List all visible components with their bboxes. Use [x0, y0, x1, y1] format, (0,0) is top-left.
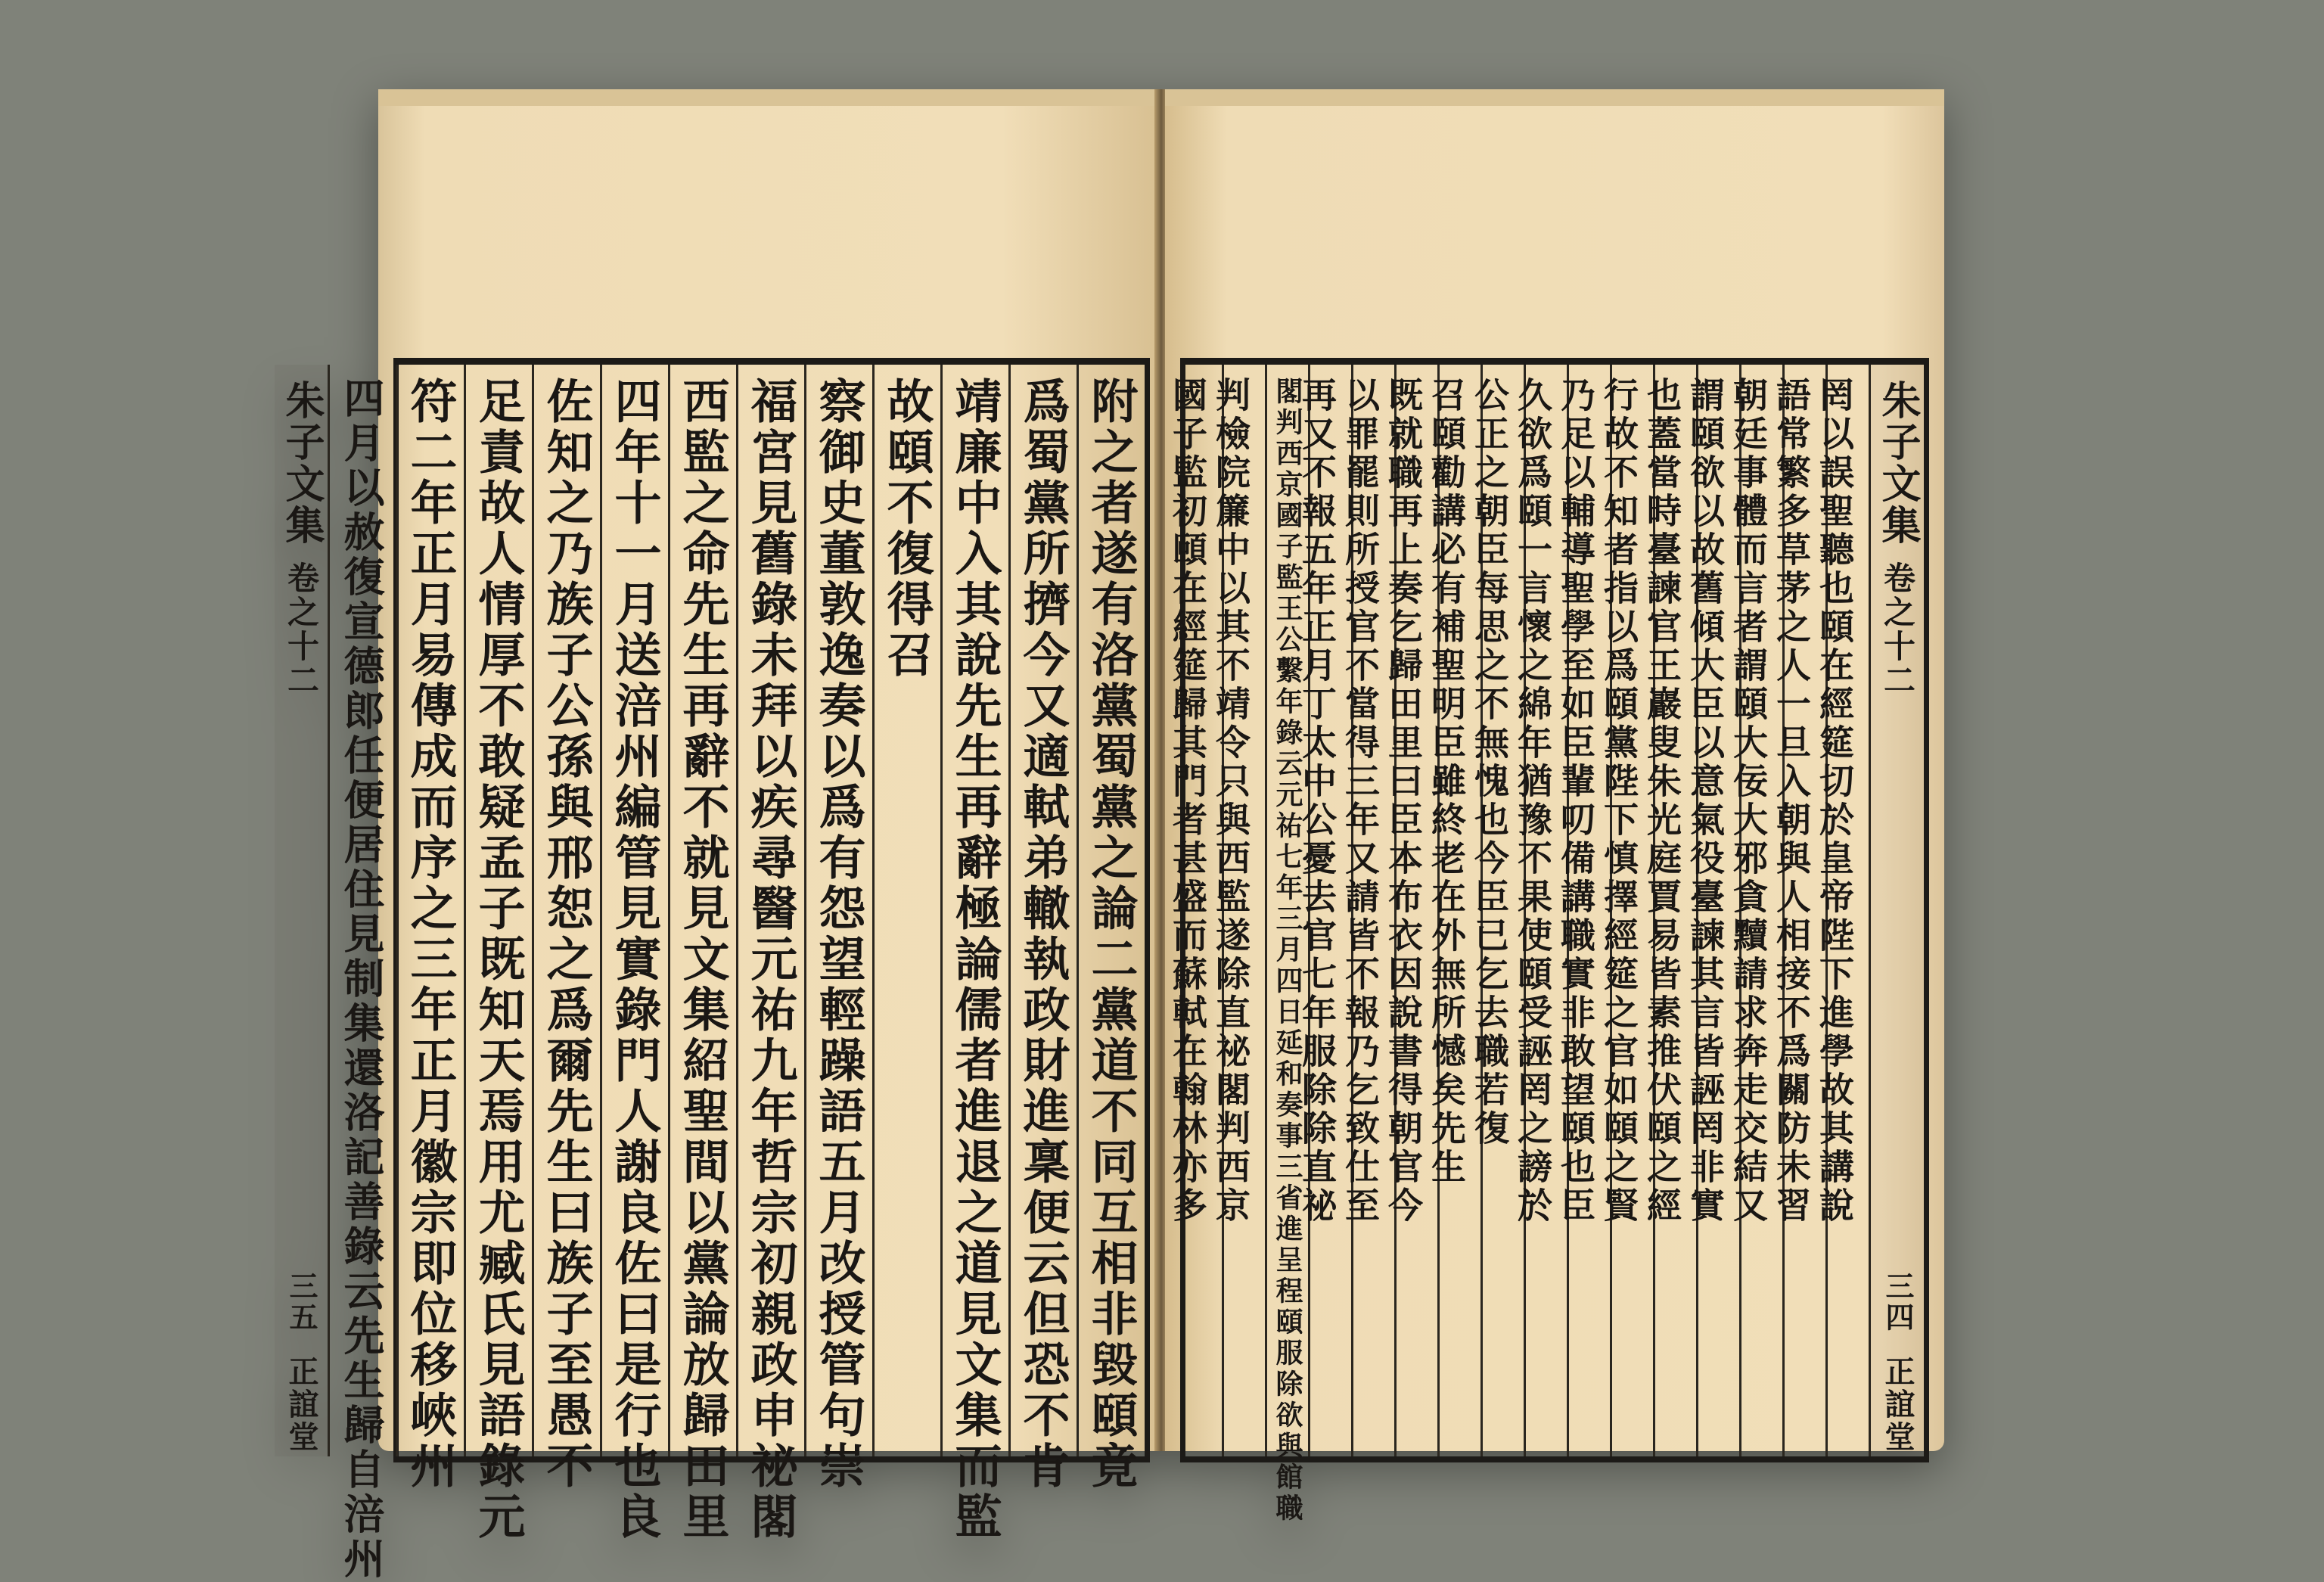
text-column: 察御史董敦逸奏以爲有怨望輕躁語五月改授管句崇 [804, 365, 872, 1456]
top-margin [378, 89, 1157, 106]
text-column: 公正之朝臣每思之不無愧也今臣已乞去職若復 [1480, 365, 1524, 1456]
text-column: 佐知之乃族子公孫與邢恕之爲爾先生曰族子至愚不 [532, 365, 600, 1456]
text-column: 久欲爲頤一言懷之綿年猶豫不果使頤受誣罔之謗於 [1524, 365, 1567, 1456]
text-column: 四月以赦復宣德郎任便居住見制集還洛記善錄云先生歸自涪州 [328, 365, 396, 1456]
text-column: 判檢院簾中以其不靖令只與西監遂除直祕閣判西京 [1222, 365, 1265, 1456]
right-fold-center [1869, 365, 1924, 1456]
text-column: 足責故人情厚不敢疑孟子既知天焉用尤臧氏見語錄元 [464, 365, 532, 1456]
left-fold-center [275, 365, 328, 1456]
text-column: 符二年正月易傳成而序之三年正月徽宗即位移峽州 [396, 365, 464, 1456]
text-column: 閣判西京國子監王公繫年錄云元祐七年三月四日延和奏事三省進呈程頤服除欲與館職 [1265, 365, 1308, 1456]
fold-publisher: 正誼堂 [284, 1356, 319, 1453]
text-column: 乃足以輔導聖學至如臣輩叨備講職實非敢望頤也臣 [1567, 365, 1610, 1456]
text-column: 靖廉中入其說先生再辭極論儒者進退之道見文集而監 [940, 365, 1008, 1456]
text-column: 朝廷事體而言者謂頤大佞大邪貪黷請求奔走交結又 [1739, 365, 1782, 1456]
text-column: 也蓋當時臺諫官王巖叟朱光庭賈易皆素推伏頤之經 [1653, 365, 1696, 1456]
left-page [278, 89, 1157, 1582]
text-column: 國子監初頤在經筵歸其門者甚盛而蘇軾在翰林亦多 [1167, 377, 1208, 1226]
right-text-frame [1167, 358, 1929, 1525]
fold-juan: 卷之十二 [283, 561, 320, 698]
text-column: 爲蜀黨所擠今又適軾弟轍執政財進稟便云但恐不肯 [1008, 365, 1077, 1456]
right-page [1165, 89, 1944, 1525]
text-column: 謂頤欲以故舊傾大臣以意氣役臺諫其言皆誣罔非實 [1696, 365, 1739, 1456]
fold-page-number: 三五 [284, 1271, 318, 1333]
text-column: 語常繁多草茅之人一旦入朝與人相接不爲關防未習 [1782, 365, 1825, 1456]
text-column: 召頤勸講必有補聖明臣雖終老在外無所憾矣先生 [1437, 365, 1480, 1456]
text-column: 四年十一月送涪州編管見實錄門人謝良佐曰是行也良 [600, 365, 668, 1456]
text-column: 福宮見舊錄未拜以疾尋醫元祐九年哲宗初親政申祕閣 [736, 365, 804, 1456]
left-columns [278, 365, 1145, 1582]
text-column: 西監之命先生再辭不就見文集紹聖間以黨論放歸田里 [668, 365, 736, 1456]
right-columns [1167, 365, 1924, 1525]
text-column: 以罪罷則所授官不當得三年又請皆不報乃乞致仕至 [1351, 365, 1394, 1456]
fold-title: 朱子文集 [1875, 380, 1921, 546]
fold-title: 朱子文集 [278, 380, 325, 546]
text-column: 罔以誤聖聽也頤在經筵切於皇帝陛下進學故其講說 [1825, 365, 1869, 1456]
text-column: 行故不知者指以爲頤黨陛下慎擇經筵之官如頤之賢 [1610, 365, 1653, 1456]
left-text-frame [278, 358, 1150, 1582]
text-column: 再又不報五年正月丁太中公憂去官七年服除除直祕 [1308, 365, 1351, 1456]
top-margin [1165, 89, 1944, 106]
text-column: 附之者遂有洛黨蜀黨之論二黨道不同互相非毀頤竟 [1077, 365, 1145, 1456]
text-column: 既就職再上奏乞歸田里曰臣本布衣因說書得朝官今 [1394, 365, 1437, 1456]
fold-juan: 卷之十二 [1879, 561, 1916, 698]
open-book [278, 89, 1944, 1582]
fold-publisher: 正誼堂 [1880, 1356, 1915, 1453]
fold-page-number: 三四 [1881, 1271, 1915, 1333]
text-column: 故頤不復得召 [872, 365, 940, 1456]
